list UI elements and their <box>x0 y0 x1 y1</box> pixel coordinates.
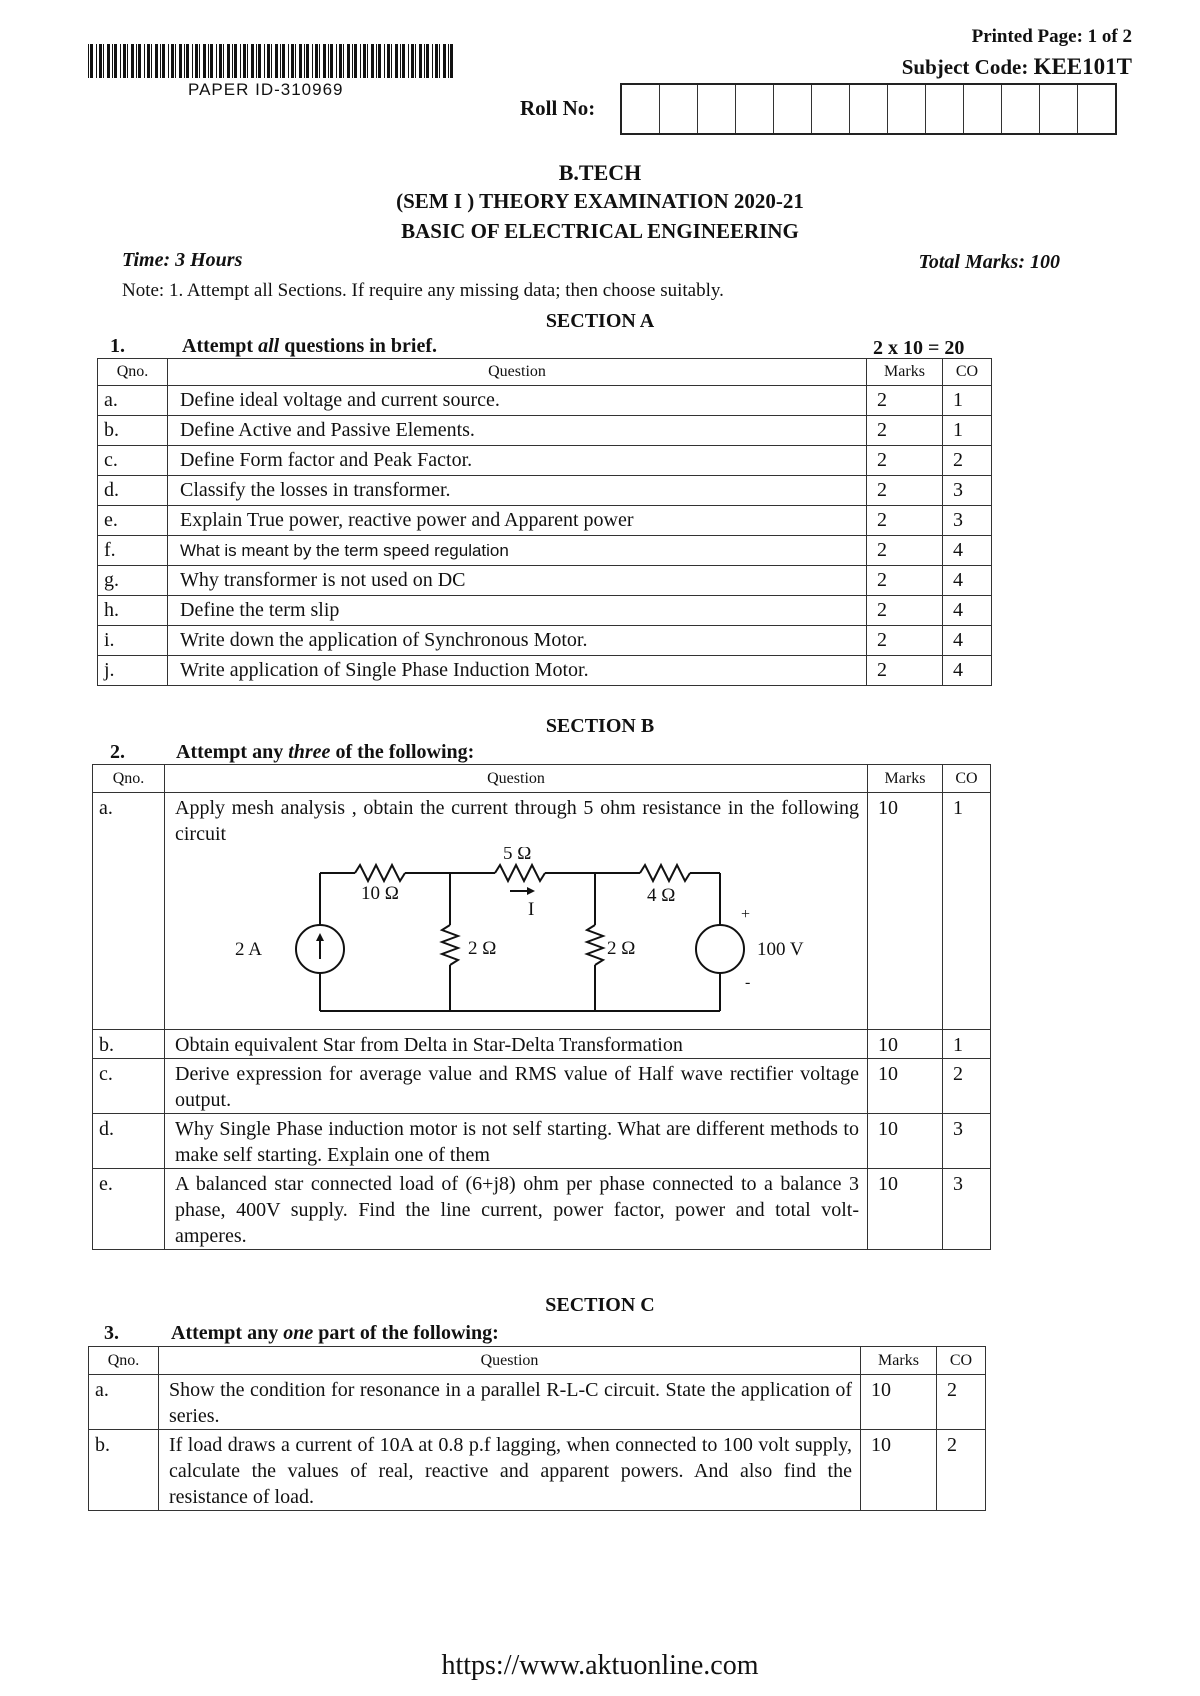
table-row <box>89 1375 986 1430</box>
qno: a. <box>93 793 165 1030</box>
roll-no-box <box>964 85 1002 133</box>
question-text-content: Define Active and Passive Elements. <box>180 419 475 441</box>
question-text-content: Why Single Phase induction motor is not self starting. What are different methods to make self starting. Explain one of them <box>175 1118 859 1166</box>
printed-page: Printed Page: 1 of 2 <box>971 26 1132 47</box>
question-text <box>168 566 867 596</box>
marks: 2 <box>867 386 943 416</box>
section-a-instruction <box>182 335 437 358</box>
instruction-pre: Attempt any <box>171 1322 284 1344</box>
label-2-ohm-left: 2 Ω <box>468 938 497 959</box>
qno: h. <box>98 596 168 626</box>
question-text <box>165 1169 868 1250</box>
label-10-ohm: 10 Ω <box>361 883 399 904</box>
marks: 2 <box>867 416 943 446</box>
circuit-diagram <box>175 847 859 1029</box>
marks: 2 <box>867 506 943 536</box>
label-voltage-source: 100 V <box>757 939 804 960</box>
question-text-content: Explain True power, reactive power and Apparent power <box>180 509 634 531</box>
header-marks: Marks <box>867 359 943 386</box>
table-row <box>98 416 992 446</box>
circuit-svg <box>175 847 855 1029</box>
header-question: Question <box>165 765 868 793</box>
co: 1 <box>943 1030 991 1059</box>
exam-note: Note: 1. Attempt all Sections. If require any missing data; then choose suitably. <box>122 280 724 301</box>
question-text <box>168 386 867 416</box>
roll-no-box <box>926 85 964 133</box>
question-text <box>168 596 867 626</box>
resistor-4-ohm <box>640 865 690 881</box>
table-row <box>98 386 992 416</box>
co: 3 <box>943 1169 991 1250</box>
table-row <box>98 656 992 686</box>
header-co: CO <box>937 1347 986 1375</box>
marks: 10 <box>868 1114 943 1169</box>
question-text-content: Why transformer is not used on DC <box>180 569 466 591</box>
marks: 10 <box>868 1059 943 1114</box>
table-row <box>93 1114 991 1169</box>
co: 1 <box>943 416 992 446</box>
roll-no-box <box>622 85 660 133</box>
roll-no-box <box>1002 85 1040 133</box>
section-c-rows <box>89 1375 986 1511</box>
voltage-source-symbol <box>696 925 744 973</box>
co: 3 <box>943 476 992 506</box>
qno: b. <box>98 416 168 446</box>
table-row <box>93 793 991 1030</box>
header-co: CO <box>943 359 992 386</box>
question-text <box>165 1114 868 1169</box>
label-4-ohm: 4 Ω <box>647 885 676 906</box>
section-b-rows <box>93 1030 991 1250</box>
qno: e. <box>93 1169 165 1250</box>
question-text <box>168 416 867 446</box>
section-c-instruction <box>171 1322 499 1345</box>
section-a-number: 1. <box>110 335 125 357</box>
question-text-content: Derive expression for average value and RMS value of Half wave rectifier voltage output. <box>175 1063 859 1111</box>
header-qno: Qno. <box>89 1347 159 1375</box>
total-marks: Total Marks: 100 <box>918 251 1060 273</box>
section-c-title: SECTION C <box>545 1294 655 1316</box>
instruction-post: questions in brief. <box>279 335 438 357</box>
marks: 2 <box>867 656 943 686</box>
question-text-content: What is meant by the term speed regulation <box>180 541 509 560</box>
roll-no-boxes <box>620 83 1117 135</box>
roll-no-box <box>774 85 812 133</box>
resistor-2-ohm-right <box>587 925 603 965</box>
marks: 10 <box>868 1169 943 1250</box>
co: 4 <box>943 566 992 596</box>
marks: 2 <box>867 566 943 596</box>
qno: j. <box>98 656 168 686</box>
roll-no-box <box>1040 85 1078 133</box>
roll-no-box <box>850 85 888 133</box>
table-row <box>89 1430 986 1511</box>
table-row <box>98 566 992 596</box>
section-a-title: SECTION A <box>545 310 655 332</box>
label-5-ohm: 5 Ω <box>503 847 532 864</box>
section-a-rows <box>98 386 992 686</box>
title-exam: (SEM I ) THEORY EXAMINATION 2020-21 <box>396 189 804 213</box>
qno: i. <box>98 626 168 656</box>
question-text <box>165 1059 868 1114</box>
question-text <box>168 476 867 506</box>
label-plus: + <box>741 906 751 923</box>
qno: f. <box>98 536 168 566</box>
section-c-table <box>88 1346 986 1511</box>
marks: 2 <box>867 626 943 656</box>
question-text <box>159 1375 861 1430</box>
instruction-emphasis: three <box>288 741 331 763</box>
qno: b. <box>89 1430 159 1511</box>
header-question: Question <box>168 359 867 386</box>
section-b-table <box>92 764 991 1250</box>
question-text-content: Write down the application of Synchronous Motor. <box>180 629 588 651</box>
qno: e. <box>98 506 168 536</box>
question-text <box>168 626 867 656</box>
qno: a. <box>98 386 168 416</box>
question-text-content: Define Form factor and Peak Factor. <box>180 449 473 471</box>
table-row <box>93 1059 991 1114</box>
co: 4 <box>943 536 992 566</box>
question-text-content: A balanced star connected load of (6+j8) ohm per phase connected to a balance 3 phase, 400V supply. Find the line current, power factor, power and total volt-amperes. <box>175 1173 859 1247</box>
footer-url: https://www.aktuonline.com <box>441 1650 759 1681</box>
co: 1 <box>943 793 991 1030</box>
table-row <box>93 1030 991 1059</box>
question-text <box>168 656 867 686</box>
question-text <box>168 446 867 476</box>
header-qno: Qno. <box>98 359 168 386</box>
section-a-marks: 2 x 10 = 20 <box>873 337 965 359</box>
co: 2 <box>943 1059 991 1114</box>
resistor-5-ohm <box>495 865 545 881</box>
co: 2 <box>937 1375 986 1430</box>
barcode-image <box>88 44 458 78</box>
section-c-number: 3. <box>104 1322 119 1344</box>
instruction-post: of the following: <box>330 741 475 763</box>
section-b-title: SECTION B <box>545 715 655 737</box>
co: 2 <box>937 1430 986 1511</box>
roll-no-box <box>698 85 736 133</box>
subject-code-label: Subject Code: <box>901 55 1029 79</box>
question-text <box>159 1430 861 1511</box>
question-text <box>168 506 867 536</box>
label-2-ohm-right: 2 Ω <box>607 938 636 959</box>
resistor-10-ohm <box>355 865 405 881</box>
instruction-pre: Attempt <box>182 335 259 357</box>
roll-no-box <box>736 85 774 133</box>
co: 4 <box>943 656 992 686</box>
question-text-content: Classify the losses in transformer. <box>180 479 451 501</box>
instruction-post: part of the following: <box>313 1322 499 1344</box>
question-text-content: Obtain equivalent Star from Delta in Star-Delta Transformation <box>175 1034 683 1056</box>
label-current-i: I <box>528 899 535 920</box>
header-marks: Marks <box>868 765 943 793</box>
roll-no-box <box>660 85 698 133</box>
marks: 2 <box>867 476 943 506</box>
table-row <box>98 626 992 656</box>
co: 3 <box>943 506 992 536</box>
marks: 2 <box>867 596 943 626</box>
exam-time: Time: 3 Hours <box>122 249 243 271</box>
co: 4 <box>943 626 992 656</box>
co: 4 <box>943 596 992 626</box>
roll-no-label: Roll No: <box>520 96 596 120</box>
marks: 2 <box>867 536 943 566</box>
table-row <box>98 506 992 536</box>
qno: c. <box>98 446 168 476</box>
question-text-content: Write application of Single Phase Induction Motor. <box>180 659 589 681</box>
table-row <box>98 446 992 476</box>
subject-code <box>902 54 1132 80</box>
qno: c. <box>93 1059 165 1114</box>
qno: d. <box>98 476 168 506</box>
section-a-table <box>97 358 992 686</box>
header-qno: Qno. <box>93 765 165 793</box>
instruction-emphasis: one <box>283 1322 314 1344</box>
question-text <box>165 793 868 1030</box>
question-text-content: Show the condition for resonance in a parallel R-L-C circuit. State the application of series. <box>169 1379 852 1427</box>
question-text-content: Apply mesh analysis , obtain the current through 5 ohm resistance in the following circuit <box>175 797 859 845</box>
label-current-source: 2 A <box>235 939 262 960</box>
question-text-content: Define ideal voltage and current source. <box>180 389 500 411</box>
roll-no-box <box>1078 85 1115 133</box>
question-text <box>168 536 867 566</box>
table-row <box>98 536 992 566</box>
marks: 10 <box>868 793 943 1030</box>
instruction-pre: Attempt any <box>176 741 289 763</box>
table-row <box>93 1169 991 1250</box>
label-minus: - <box>745 974 751 991</box>
subject-code-value: KEE101T <box>1033 54 1132 79</box>
roll-no-box <box>812 85 850 133</box>
qno: d. <box>93 1114 165 1169</box>
co: 1 <box>943 386 992 416</box>
co: 3 <box>943 1114 991 1169</box>
qno: a. <box>89 1375 159 1430</box>
question-text-content: If load draws a current of 10A at 0.8 p.f lagging, when connected to 100 volt supply, calculate the values of real, reactive and apparent powers. And also find the resistance of load. <box>169 1434 852 1508</box>
qno: b. <box>93 1030 165 1059</box>
roll-no-box <box>888 85 926 133</box>
question-text <box>165 1030 868 1059</box>
header-co: CO <box>943 765 991 793</box>
qno: g. <box>98 566 168 596</box>
table-row <box>98 596 992 626</box>
header-marks: Marks <box>861 1347 937 1375</box>
table-row <box>98 476 992 506</box>
marks: 10 <box>861 1430 937 1511</box>
title-degree: B.TECH <box>558 160 642 185</box>
question-text-content: Define the term slip <box>180 599 340 621</box>
section-b-number: 2. <box>110 741 125 763</box>
header-question: Question <box>159 1347 861 1375</box>
resistor-2-ohm-left <box>442 925 458 965</box>
marks: 2 <box>867 446 943 476</box>
title-subject: BASIC OF ELECTRICAL ENGINEERING <box>401 219 799 243</box>
marks: 10 <box>868 1030 943 1059</box>
paper-id: PAPER ID-310969 <box>188 80 344 99</box>
co: 2 <box>943 446 992 476</box>
instruction-emphasis: all <box>258 335 280 357</box>
marks: 10 <box>861 1375 937 1430</box>
section-b-instruction <box>176 741 474 764</box>
